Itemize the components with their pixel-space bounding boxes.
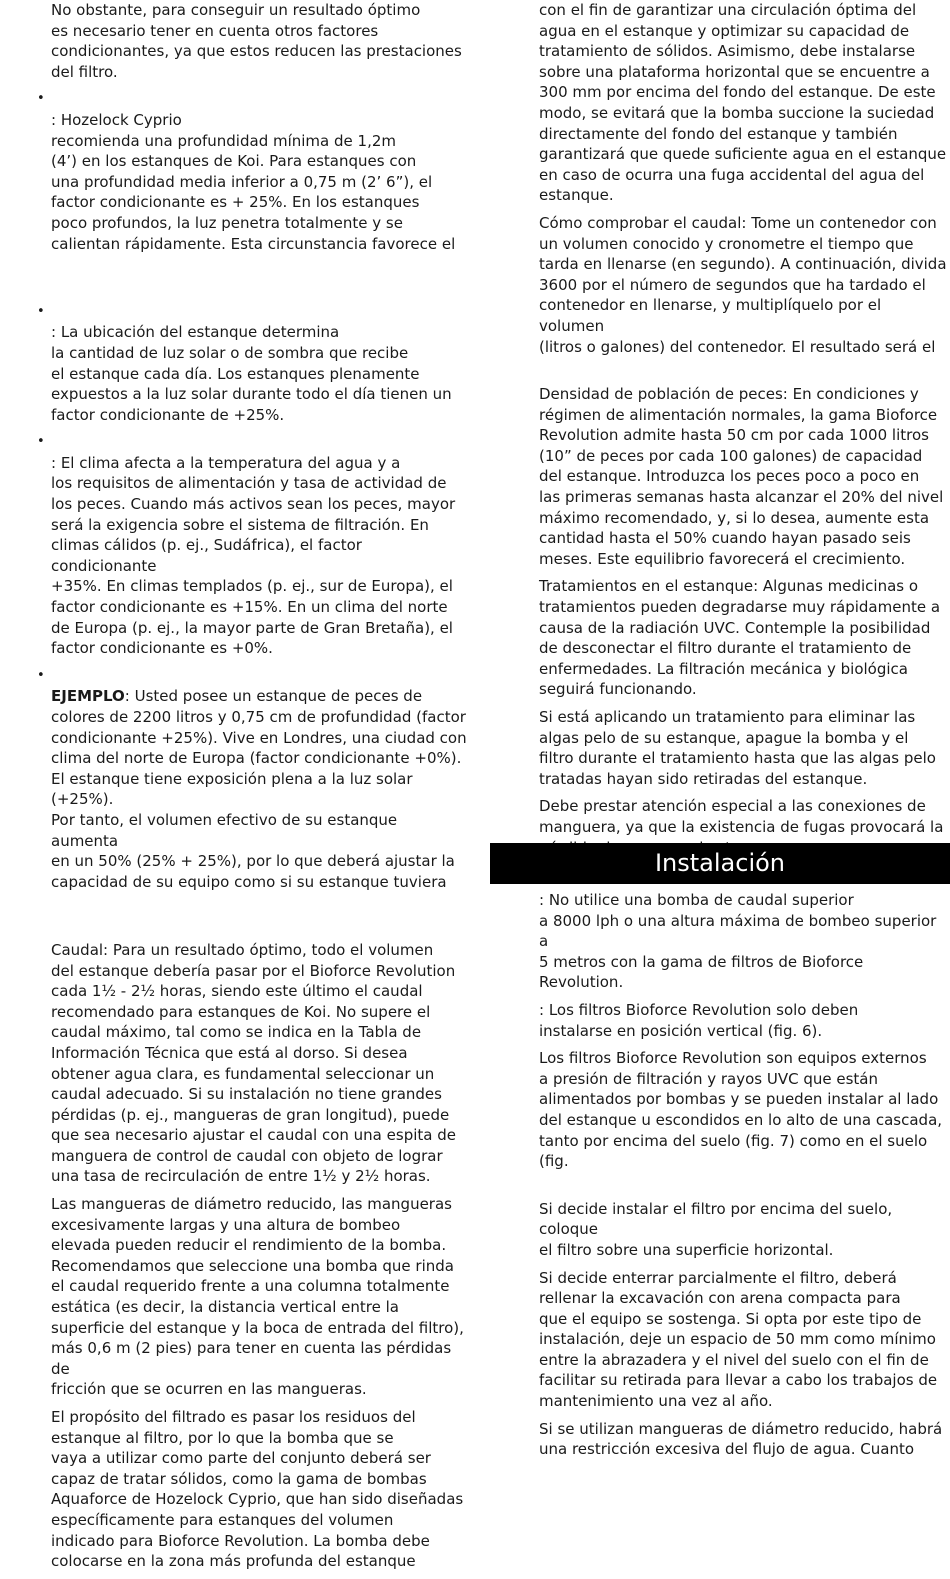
bullet-icon: • xyxy=(37,434,45,450)
pond-treatments-paragraph: Tratamientos en el estanque: Algunas medicinas o tratamientos pueden degradarse muy rápidamente a causa de la radiación UVC. Contemple la posibilidad de desconectar el filtro durante el tratamiento de enfermedades. La filtración mecánica y biológica seguirá funcionando. xyxy=(539,577,941,699)
right-column xyxy=(539,0,950,865)
fish-density-paragraph: Densidad de población de peces: En condiciones y régimen de alimentación normales, la gama Bioforce Revolution admite hasta 50 cm por cada 1000 litros (10” de peces por cada 100 galones) de capacidad del estanque. Introduzca los peces poco a poco en las primeras semanas hasta alcanzar el 20% del nivel máximo recomendado, y, si lo desea, aumente esta cantidad hasta el 50% cuando hayan pasado seis meses. Este equilibrio favorecerá el crecimiento. xyxy=(539,385,944,568)
bullet-icon: • xyxy=(37,91,45,107)
flow-check-paragraph: Cómo comprobar el caudal: Tome un contenedor con un volumen conocido y cronometre el tiempo que tarda en llenarse (en segundo). A continuación, divida 3600 por el número de segundos que ha tardado el contenedor en llenarse, y multiplíquelo por el volumen (litros o galones) del contenedor. El resultado será el xyxy=(539,213,947,356)
hoses-paragraph: Las mangueras de diámetro reducido, las mangueras excesivamente largas y una altura de bombeo elevada pueden reducir el rendimiento de la bomba. Recomendamos que seleccione una bomba que rinda el caudal requerido frente a una columna totalmente estática (es decir, la distancia vertical entre la superficie del estanque y la boca de entrada del filtro), más 0,6 m (2 pies) para tener en cuenta las pérdidas de fricción que se ocurren en las mangueras. xyxy=(51,1195,464,1399)
intro-paragraph: No obstante, para conseguir un resultado óptimo es necesario tener en cuenta otros factores condicionantes, ya que estos reducen las prestaciones del filtro. xyxy=(51,1,462,81)
bullet-icon: • xyxy=(37,667,45,683)
example-text: : Usted posee un estanque de peces de colores de 2200 litros y 0,75 cm de profundidad (factor condicionante +25%). Vive en Londres, una ciudad con clima del norte de Europa (factor condicionante +0%). El estanque tiene exposición plena a la luz solar (+25%). Por tanto, el volumen efectivo de su estanque aumenta en un 50% (25% + 25%), por lo que deberá ajustar la capacidad de su equipo como si su estanque tuviera xyxy=(51,687,467,891)
list-item-text: : La ubicación del estanque determina la cantidad de luz solar o de sombra que recibe el estanque cada día. Los estanques plenamente expuestos a la luz solar durante todo el día tienen un factor condicionante de +25%. xyxy=(51,323,452,424)
list-item-climate xyxy=(37,432,469,659)
buried-install-paragraph: Si decide enterrar parcialmente el filtro, deberá rellenar la excavación con arena compacta para que el equipo se sostenga. Si opta por este tipo de instalación, deje un espacio de 50 mm como mínimo entre la abrazadera y el nivel del suelo con el fin de facilitar su retirada para llevar a cabo los trabajos de mantenimiento una vez al año. xyxy=(539,1268,938,1411)
pump-limit-paragraph: : No utilice una bomba de caudal superior a 8000 lph o una altura máxima de bombeo superior a 5 metros con la gama de filtros de Bioforce Revolution. xyxy=(539,891,937,992)
list-item-depth xyxy=(37,89,469,294)
left-column xyxy=(37,0,469,1579)
pump-placement-paragraph: con el fin de garantizar una circulación óptima del agua en el estanque y optimizar su capacidad de tratamiento de sólidos. Asimismo, debe instalarse sobre una plataforma horizontal que se encuentre a 300 mm por encima del fondo del estanque. De este modo, se evitará que la bomba succione la suciedad directamente del fondo del estanque y también garantizará que quede suficiente agua en el estanque en caso de ocurra una fuga accidental del agua del estanque. xyxy=(539,1,947,205)
list-item-text: : Hozelock Cyprio recomienda una profundidad mínima de 1,2m (4’) en los estanques de Koi. Para estanques con una profundidad media inferior a 0,75 m (2’ 6”), el factor condicionante es + 25%. En los estanques poco profundos, la luz penetra totalmente y se calientan rápidamente. Esta circunstancia favorece el xyxy=(51,110,456,253)
external-filters-paragraph: Los filtros Bioforce Revolution son equipos externos a presión de filtración y rayos UVC que están alimentados por bombas y se pueden instalar al lado del estanque u escondidos en lo alto de una cascada, tanto por encima del suelo (fig. 7) como en el suelo (fig. xyxy=(539,1049,943,1171)
caudal-paragraph: Caudal: Para un resultado óptimo, todo el volumen del estanque debería pasar por el Bioforce Revolution cada 1½ - 2½ horas, siendo este último el caudal recomendado para estanques de Koi. No supere el caudal máximo, tal como se indica en la Tabla de Información Técnica que está al dorso. Si desea obtener agua clara, es fundamental seleccionar un caudal adecuado. Si su instalación no tiene grandes pérdidas (p. ej., mangueras de gran longitud), puede que sea necesario ajustar el caudal con una espita de manguera de control de caudal con objeto de lograr una tasa de recirculación de entre 1½ y 2½ horas. xyxy=(51,940,456,1186)
above-ground-paragraph: Si decide instalar el filtro por encima del suelo, coloque el filtro sobre una superficie horizontal. xyxy=(539,1199,893,1259)
bullet-icon: • xyxy=(37,303,45,319)
example-label: EJEMPLO xyxy=(51,687,125,706)
installation-column xyxy=(539,890,950,1467)
filtering-purpose-paragraph: El propósito del filtrado es pasar los residuos del estanque al filtro, por lo que la bomba que se vaya a utilizar como parte del conjunto deberá ser capaz de tratar sólidos, como la gama de bombas Aquaforce de Hozelock Cyprio, que han sido diseñadas específicamente para estanques del volumen indicado para Bioforce Revolution. La bomba debe colocarse en la zona más profunda del estanque xyxy=(51,1408,464,1571)
hose-connections-paragraph: Debe prestar atención especial a las conexiones de manguera, ya que la existencia de fugas provocará la xyxy=(539,797,944,836)
small-hose-paragraph: Si se utilizan mangueras de diámetro reducido, habrá una restricción excesiva del flujo de agua. Cuanto xyxy=(539,1419,943,1459)
vertical-install-paragraph: : Los filtros Bioforce Revolution solo deben instalarse en posición vertical (fig. 6). xyxy=(539,1000,859,1040)
list-item-text: : El clima afecta a la temperatura del agua y a los requisitos de alimentación y tasa de actividad de los peces. Cuando más activos sean los peces, mayor será la exigencia sobre el sistema de filtración. En climas cálidos (p. ej., Sudáfrica), el factor condicionante +35%. En climas templados (p. ej., sur de Europa), el factor condicionante es +15%. En un clima del norte de Europa (p. ej., la mayor parte de Gran Bretaña), el factor condicionante es +0%. xyxy=(51,453,456,658)
installation-section-header: Instalación xyxy=(490,843,950,884)
list-item-location xyxy=(37,302,469,426)
conditioning-factors-list xyxy=(37,89,469,933)
list-item-example xyxy=(37,666,469,933)
algae-treatment-paragraph: Si está aplicando un tratamiento para eliminar las algas pelo de su estanque, apague la bomba y el filtro durante el tratamiento hasta que las algas pelo tratadas hayan sido retiradas del estanque. xyxy=(539,708,936,788)
